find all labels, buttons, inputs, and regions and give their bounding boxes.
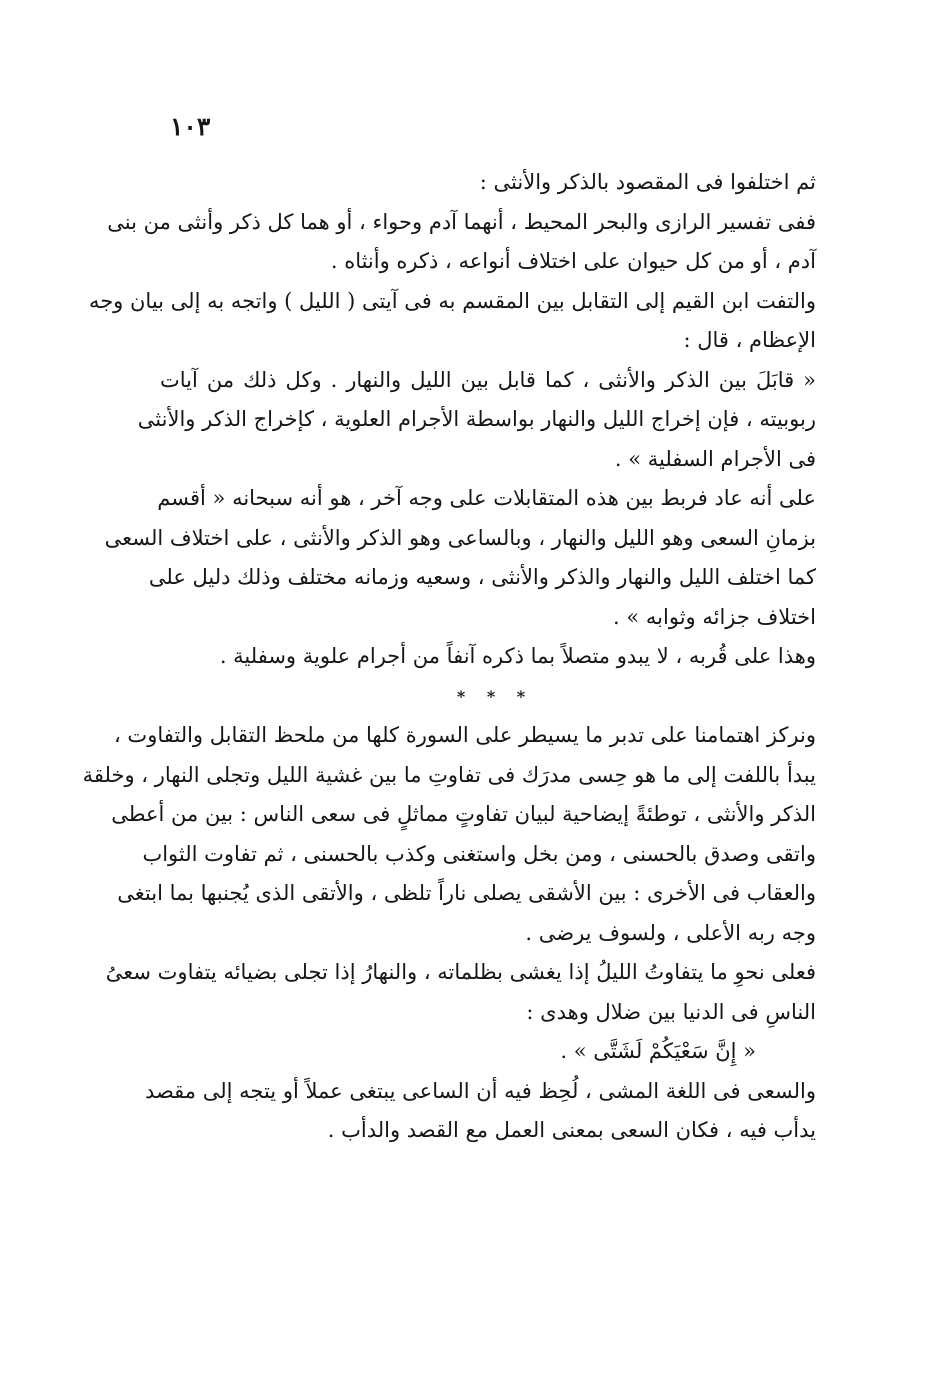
paragraph: [82, 716, 816, 953]
text-line: ربوبيته ، فإن إخراج الليل والنهار بواسطة الأجرام العلوية ، كإخراج الذكر والأنثى: [137, 407, 816, 431]
quote-paragraph: [137, 361, 816, 480]
text-line: اختلاف جزائه وثوابه » .: [613, 604, 816, 629]
text-line: وهذا على قُربه ، لا يبدو متصلاً بما ذكره آنفاً من أجرام علوية وسفلية .: [219, 644, 816, 668]
text-line: ثم اختلفوا فى المقصود بالذكر والأنثى :: [479, 170, 816, 194]
text-line: آدم ، أو من كل حيوان على اختلاف أنواعه ، ذكره وأنثاه .: [330, 249, 816, 273]
text-line: الذكر والأنثى ، توطئةً إيضاحية لبيان تفاوتٍ مماثلٍ فى سعى الناس : بين من أعطى: [111, 802, 816, 826]
paragraph: [160, 637, 816, 677]
page-body: [82, 163, 816, 1151]
section-separator: * * *: [456, 686, 534, 706]
paragraph: [105, 953, 816, 1032]
text-line: بزمانِ السعى وهو الليل والنهار ، وبالساعى وهو الذكر والأنثى ، على اختلاف السعى: [104, 525, 816, 550]
text-line: يبدأ باللفت إلى ما هو حِسى مدرَك فى تفاوتِ ما بين غشية الليل وتجلى النهار ، وخلقة: [82, 762, 816, 787]
text-line: « قابَلَ بين الذكر والأنثى ، كما قابل بين الليل والنهار . وكل ذلك من آيات: [160, 367, 816, 392]
text-line: الناسِ فى الدنيا بين ضلال وهدى :: [526, 999, 816, 1024]
paragraph: [160, 163, 816, 203]
text-line: فعلى نحوِ ما يتفاوتُ الليلُ إذا يغشى بظلماته ، والنهارُ إذا تجلى بضيائه يتفاوت سعىُ: [105, 960, 816, 984]
text-line: يدأب فيه ، فكان السعى بمعنى العمل مع القصد والدأب .: [327, 1118, 816, 1142]
page-number: ١٠٣: [170, 112, 211, 141]
quran-verse: « إِنَّ سَعْيَكُمْ لَشَتَّى » .: [560, 1039, 756, 1063]
paragraph: [88, 282, 816, 361]
paragraph: [144, 1072, 816, 1151]
text-line: ونركز اهتمامنا على تدبر ما يسيطر على السورة كلها من ملحظ التقابل والتفاوت ،: [113, 723, 816, 747]
text-line: كما اختلف الليل والنهار والذكر والأنثى ، وسعيه وزمانه مختلف وذلك دليل على: [148, 565, 816, 589]
paragraph: [107, 203, 816, 282]
text-line: على أنه عاد فربط بين هذه المتقابلات على وجه آخر ، هو أنه سبحانه « أقسم: [157, 486, 816, 510]
text-line: والسعى فى اللغة المشى ، لُحِظ فيه أن الساعى يبتغى عملاً أو يتجه إلى مقصد: [144, 1078, 816, 1103]
text-line: الإعظام ، قال :: [683, 328, 816, 352]
text-line: والتفت ابن القيم إلى التقابل بين المقسم به فى آيتى ( الليل ) واتجه به إلى بيان وجه: [88, 288, 816, 313]
paragraph: [104, 479, 816, 637]
text-line: واتقى وصدق بالحسنى ، ومن بخل واستغنى وكذب بالحسنى ، ثم تفاوت الثواب: [142, 841, 816, 866]
text-line: وجه ربه الأعلى ، ولسوف يرضى .: [525, 920, 816, 945]
text-line: فى الأجرام السفلية » .: [614, 446, 816, 471]
text-line: ففى تفسير الرازى والبحر المحيط ، أنهما آدم وحواء ، أو هما كل ذكر وأنثى من بنى: [107, 209, 816, 234]
text-line: والعقاب فى الأخرى : بين الأشقى يصلى ناراً تلظى ، والأتقى الذى يُجنبها بما ابتغى: [117, 881, 816, 905]
